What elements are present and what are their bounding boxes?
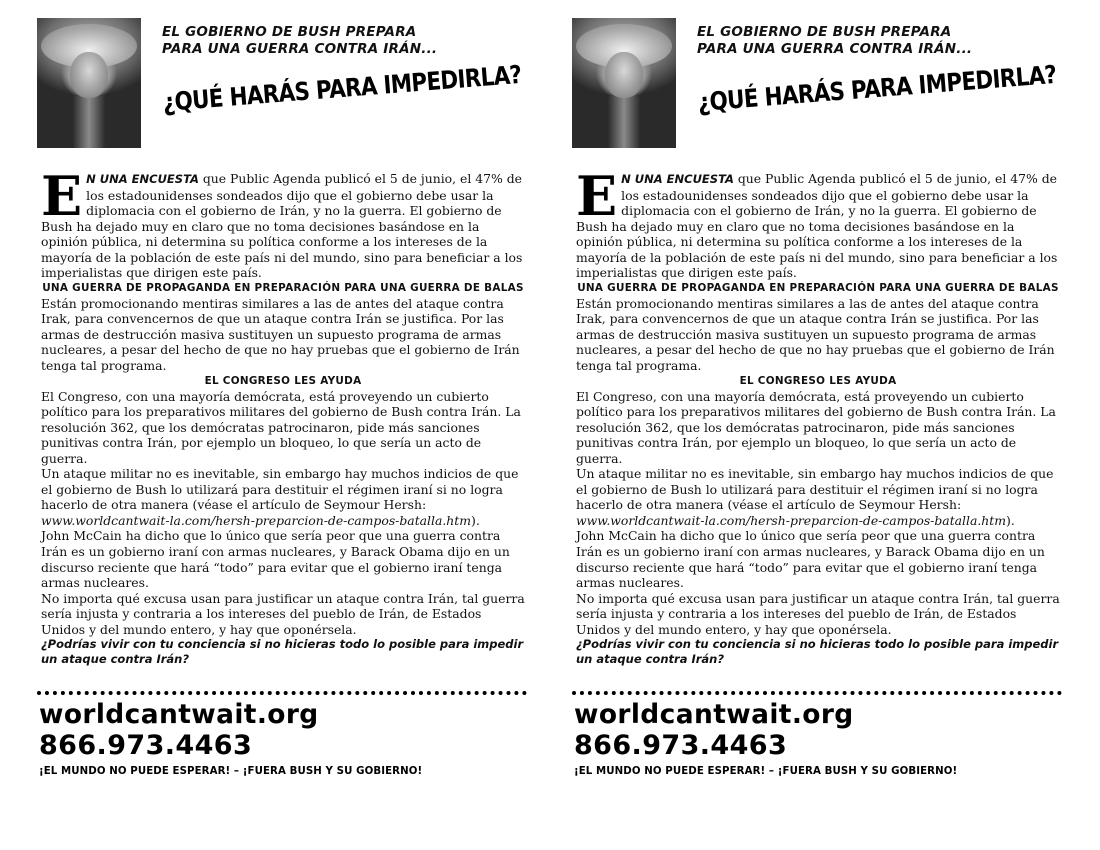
paragraph-4-text: Un ataque militar no es inevitable, sin embargo hay muchos indicios de que el gobierno de Bush lo utilizará para destituir el régimen iraní si no logra hacerlo de otra manera (véase el artículo de Seymour Hersh: — [41, 466, 519, 513]
drop-cap: E — [576, 164, 618, 228]
paragraph-intro — [41, 164, 525, 281]
face-shape — [70, 52, 108, 98]
website-url[interactable]: worldcantwait.org — [574, 699, 854, 730]
paragraph-4-text: Un ataque militar no es inevitable, sin embargo hay muchos indicios de que el gobierno de Bush lo utilizará para destituir el régimen iraní si no logra hacerlo de otra manera (véase el artículo de Seymour Hersh: — [576, 466, 1054, 513]
article-body — [41, 164, 525, 666]
headline-line-1: EL GOBIERNO DE BUSH PREPARA — [162, 24, 417, 40]
subhead-propaganda: UNA GUERRA DE PROPAGANDA EN PREPARACIÓN PARA UNA GUERRA DE BALAS — [577, 281, 1059, 294]
cloud-stem-shape — [73, 96, 105, 148]
lead-in: N UNA ENCUESTA — [86, 172, 199, 186]
headline-line-2: PARA UNA GUERRA CONTRA IRÁN... — [697, 41, 973, 57]
paragraph-2: Están promocionando mentiras similares a las de antes del ataque contra Irak, para convencernos de que un ataque contra Irán se justifica. Por las armas de destrucción masiva sustituyen un supuesto programa de armas nucleares, a pesar del hecho de que no hay pruebas que el gobierno de Irán tenga tal programa. — [576, 295, 1055, 374]
paragraph-3: El Congreso, con una mayoría demócrata, está proveyendo un cubierto político para los preparativos militares del gobierno de Bush contra Irán. La resolución 362, que los demócratas patrocinaron, pide más sanciones punitivas contra Irán, por ejemplo un bloqueo, lo que sería un acto de guerra. — [41, 388, 521, 466]
paragraph-1-text: que Public Agenda publicó el 5 de junio, el 47% de los estadounidenses sondeados dijo que el gobierno debe usar la diplomacia con el gobierno de Irán, y no la guerra. El gobierno de Bush ha dejado muy en claro que no toma decisiones basándose en la opinión pública, ni determina su política conforme a los intereses de la mayoría de la población de este país ni del mundo, sino para beneficiar a los imperialistas que dirigen este país. — [41, 171, 523, 281]
paragraph-5: John McCain ha dicho que lo único que sería peor que una guerra contra Irán es un gobierno iraní con armas nucleares, y Barack Obama dijo en un discurso reciente que hará “todo” para evitar que el gobierno iraní tenga armas nucleares. — [41, 528, 510, 591]
flyer-left — [37, 16, 527, 786]
article-link[interactable]: www.worldcantwait-la.com/hersh-preparcion-de-campos-batalla.htm — [576, 512, 1007, 528]
paragraph-5: John McCain ha dicho que lo único que sería peor que una guerra contra Irán es un gobierno iraní con armas nucleares, y Barack Obama dijo en un discurso reciente que hará “todo” para evitar que el gobierno iraní tenga armas nucleares. — [576, 528, 1045, 591]
subhead-propaganda: UNA GUERRA DE PROPAGANDA EN PREPARACIÓN PARA UNA GUERRA DE BALAS — [42, 281, 524, 294]
lead-in: N UNA ENCUESTA — [621, 172, 734, 186]
question-title: ¿QUÉ HARÁS PARA IMPEDIRLA? — [696, 59, 1058, 117]
mushroom-cloud-portrait-image — [572, 18, 676, 148]
headline-line-1: EL GOBIERNO DE BUSH PREPARA — [697, 24, 952, 40]
flyer-right — [572, 16, 1062, 786]
paragraph-1-text: que Public Agenda publicó el 5 de junio, el 47% de los estadounidenses sondeados dijo que el gobierno debe usar la diplomacia con el gobierno de Irán, y no la guerra. El gobierno de Bush ha dejado muy en claro que no toma decisiones basándose en la opinión pública, ni determina su política conforme a los intereses de la mayoría de la población de este país ni del mundo, sino para beneficiar a los imperialistas que dirigen este país. — [576, 171, 1058, 281]
paragraph-2: Están promocionando mentiras similares a las de antes del ataque contra Irak, para convencernos de que un ataque contra Irán se justifica. Por las armas de destrucción masiva sustituyen un supuesto programa de armas nucleares, a pesar del hecho de que no hay pruebas que el gobierno de Irán tenga tal programa. — [41, 295, 520, 374]
paragraph-4 — [576, 466, 1060, 528]
phone-number: 866.973.4463 — [39, 730, 253, 761]
paragraph-intro — [576, 164, 1060, 281]
paragraph-6: No importa qué excusa usan para justificar un ataque contra Irán, tal guerra sería injusta y contraria a los intereses del pueblo de Irán, de Estados Unidos y del mundo entero, y hay que oponérsela. — [576, 590, 1060, 637]
slogan: ¡EL MUNDO NO PUEDE ESPERAR! – ¡FUERA BUSH Y SU GOBIERNO! — [39, 766, 423, 777]
slogan: ¡EL MUNDO NO PUEDE ESPERAR! – ¡FUERA BUSH Y SU GOBIERNO! — [574, 766, 958, 777]
subhead-congress: EL CONGRESO LES AYUDA — [204, 374, 362, 387]
closing-question: ¿Podrías vivir con tu conciencia si no hicieras todo lo posible para impedir un ataque contra Irán? — [41, 637, 524, 666]
paragraph-4 — [41, 466, 525, 528]
link-suffix: ). — [471, 512, 480, 528]
headline — [162, 24, 437, 58]
drop-cap: E — [41, 164, 83, 228]
website-url[interactable]: worldcantwait.org — [39, 699, 319, 730]
question-title: ¿QUÉ HARÁS PARA IMPEDIRLA? — [161, 59, 523, 117]
paragraph-6: No importa qué excusa usan para justificar un ataque contra Irán, tal guerra sería injusta y contraria a los intereses del pueblo de Irán, de Estados Unidos y del mundo entero, y hay que oponérsela. — [41, 590, 525, 637]
article-link[interactable]: www.worldcantwait-la.com/hersh-preparcion-de-campos-batalla.htm — [41, 512, 472, 528]
mushroom-cloud-portrait-image — [37, 18, 141, 148]
subhead-congress: EL CONGRESO LES AYUDA — [739, 374, 897, 387]
dotted-divider — [572, 691, 1062, 695]
article-body — [576, 164, 1060, 666]
face-shape — [605, 52, 643, 98]
link-suffix: ). — [1006, 512, 1015, 528]
headline-line-2: PARA UNA GUERRA CONTRA IRÁN... — [162, 41, 438, 57]
phone-number: 866.973.4463 — [574, 730, 788, 761]
paragraph-3: El Congreso, con una mayoría demócrata, está proveyendo un cubierto político para los preparativos militares del gobierno de Bush contra Irán. La resolución 362, que los demócratas patrocinaron, pide más sanciones punitivas contra Irán, por ejemplo un bloqueo, lo que sería un acto de guerra. — [576, 388, 1056, 466]
closing-question: ¿Podrías vivir con tu conciencia si no hicieras todo lo posible para impedir un ataque contra Irán? — [576, 637, 1059, 666]
dotted-divider — [37, 691, 527, 695]
headline — [697, 24, 972, 58]
cloud-stem-shape — [608, 96, 640, 148]
